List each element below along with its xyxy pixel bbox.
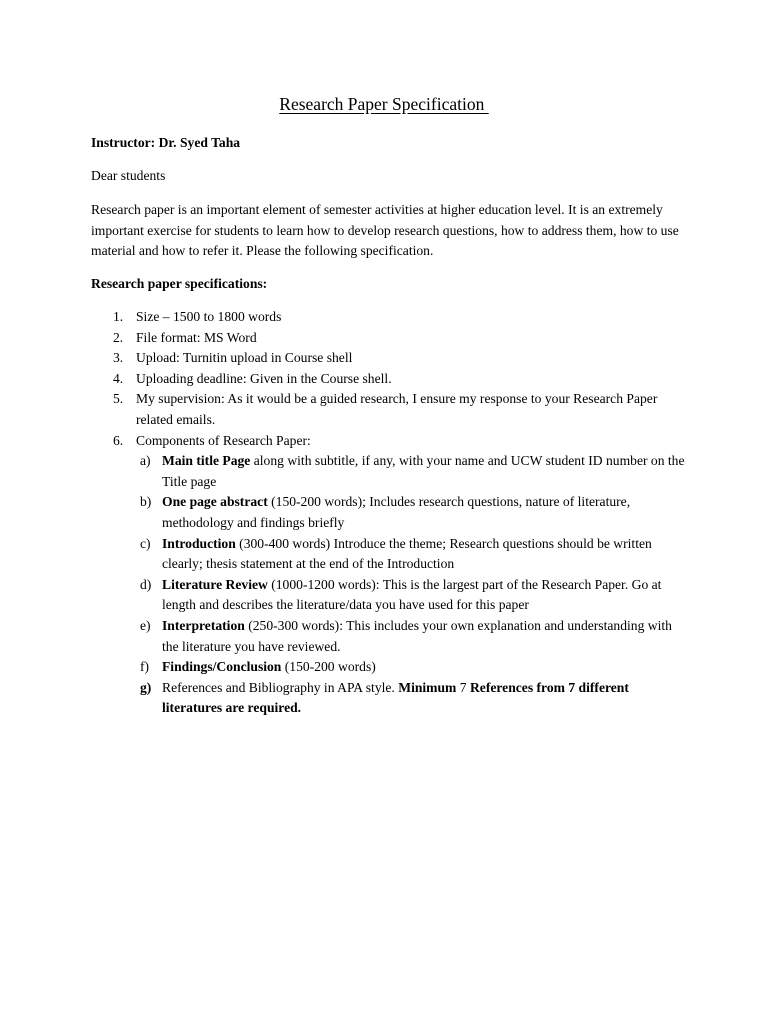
document-title [0, 94, 768, 115]
component-item: b) One page abstract (150-200 words); Includes research questions, nature of literature, methodology and findings briefly [140, 494, 631, 530]
spec-item: 1. Size – 1500 to 1800 words [113, 309, 282, 324]
component-item: a) Main title Page along with subtitle, if any, with your name and UCW student ID number on the Title page [140, 453, 685, 489]
spec-list [91, 307, 691, 719]
components-list [136, 451, 691, 719]
spec-heading: Research paper specifications: [91, 276, 268, 291]
instructor-line: Instructor: Dr. Syed Taha [91, 135, 241, 150]
title-text: Research Paper Specification [279, 94, 489, 114]
component-item: e) Interpretation (250-300 words): This includes your own explanation and understanding with the literature you have reviewed. [140, 617, 672, 654]
greeting: Dear students [91, 168, 166, 183]
component-item: d) Literature Review (1000-1200 words): This is the largest part of the Research Paper. Go at length and describes the literature/data you have used for this paper [140, 576, 662, 613]
component-item: c) Introduction (300-400 words) Introduce the theme; Research questions should be written clearly; thesis statement at the end of the Introduction [140, 535, 652, 572]
spec-item: 3. Upload: Turnitin upload in Course shell [113, 350, 353, 366]
spec-item: 6. Components of Research Paper: a) Main title Page along with subtitle, if any, with your name and UCW student ID number on the Title page b) One page abstract (150-200 words); Includes research questions, nature of literature, methodology and findings briefly c) Introduction (300-400 words) Introduce the theme; Research questions should be written clearly; thesis statement at the end of the Introduction d) Literature Review (1000-1200 words): This is the largest part of the Research Paper. Go at length and describes the literature/data you have used for this paper e) Interpretation (250-300 words): This includes your own explanation and understanding with the literature you have reviewed. f) Findings/Conclusion (150-200 words) g) References and Bibliography in APA style. Minimum 7 References from 7 different literatures are required. [91, 431, 691, 719]
component-item-references: g) References and Bibliography in APA style. Minimum 7 References from 7 different literatures are required. [140, 679, 629, 716]
spec-item: 4. Uploading deadline: Given in the Course shell. [113, 370, 392, 386]
component-item: f) Findings/Conclusion (150-200 words) [140, 659, 376, 675]
spec-item: 2. File format: MS Word [113, 329, 257, 345]
intro-paragraph: Research paper is an important element of semester activities at higher education level. It is an extremely important exercise for students to learn how to develop research questions, how to address them, how to use material and how to refer it. Please the following specification. [91, 202, 679, 259]
spec-item: 5. My supervision: As it would be a guided research, I ensure my response to your Research Paper related emails. [113, 391, 658, 427]
